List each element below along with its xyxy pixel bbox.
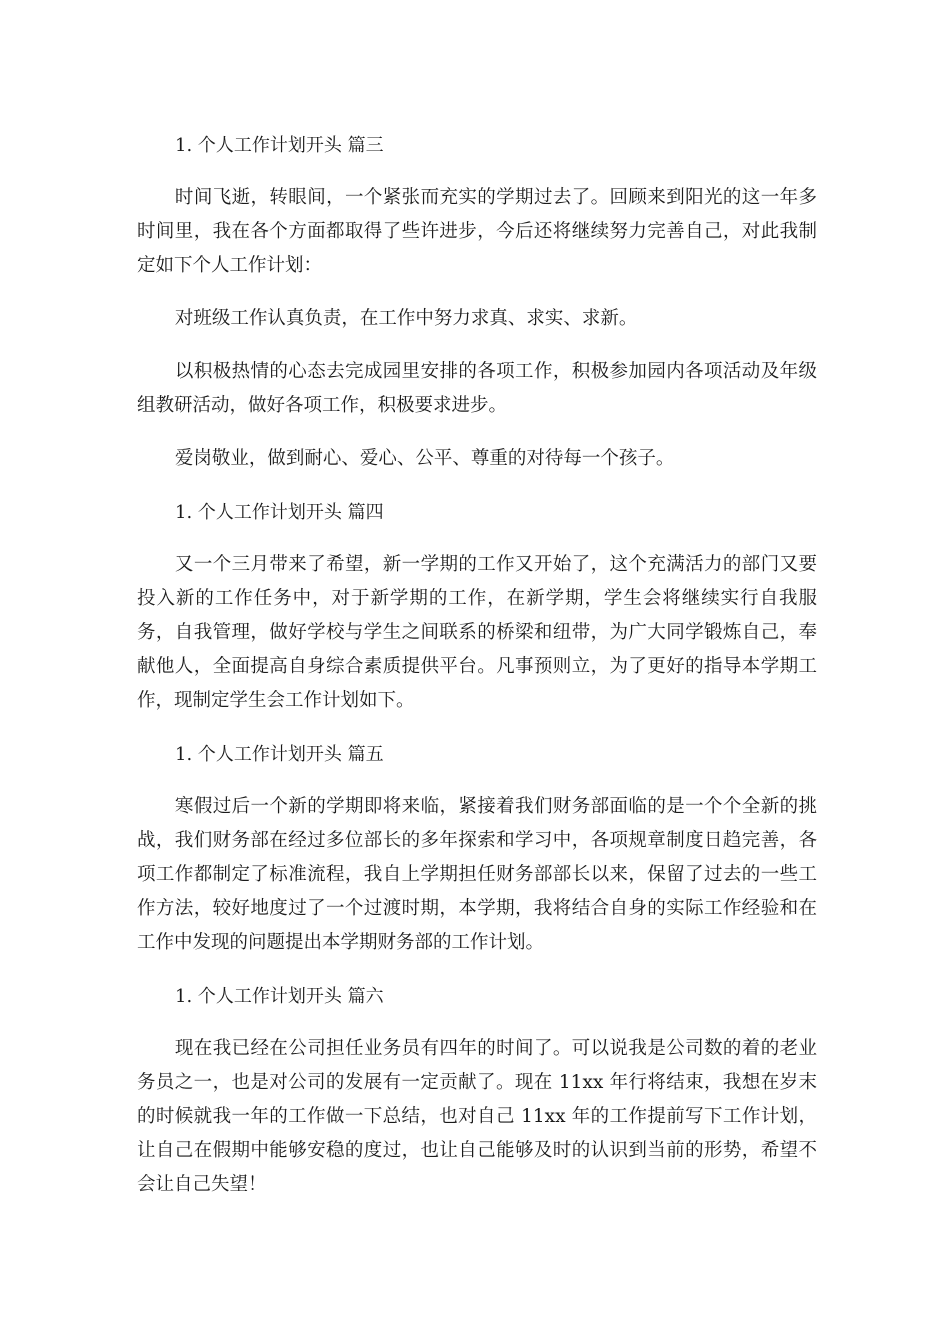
paragraph: 爱岗敬业，做到耐心、爱心、公平、尊重的对待每一个孩子。 [174,448,675,469]
paragraph: 时间飞逝，转眼间，一个紧张而充实的学期过去了。回顾来到阳光的这一年多时间里，我在各个方面都取得了些许进步，今后还将继续努力完善自己，对此我制定如下个人工作计划： [137,187,817,276]
section-heading: 1. 个人工作计划开头 篇三 [175,135,384,156]
paragraph: 寒假过后一个新的学期即将来临，紧接着我们财务部面临的是一个个全新的挑战，我们财务部在经过多位部长的多年探索和学习中，各项规章制度日趋完善，各项工作都制定了标准流程，我自上学期担任财务部部长以来，保留了过去的一些工作方法，较好地度过了一个过渡时期，本学期，我将结合自身的实际工作经验和在工作中发现的问题提出本学期财务部的工作计划。 [137,796,817,953]
section-heading: 1. 个人工作计划开头 篇六 [175,986,384,1007]
paragraph: 对班级工作认真负责，在工作中努力求真、求实、求新。 [174,308,638,329]
document-body [137,129,817,1202]
paragraph: 又一个三月带来了希望，新一学期的工作又开始了，这个充满活力的部门又要投入新的工作任务中，对于新学期的工作，在新学期，学生会将继续实行自我服务，自我管理，做好学校与学生之间联系的桥梁和纽带，为广大同学锻炼自己，奉献他人，全面提高自身综合素质提供平台。凡事预则立，为了更好的指导本学期工作，现制定学生会工作计划如下。 [137,554,817,711]
section-heading: 1. 个人工作计划开头 篇五 [175,744,384,765]
paragraph: 以积极热情的心态去完成园里安排的各项工作，积极参加园内各项活动及年级组教研活动，做好各项工作，积极要求进步。 [137,361,817,416]
paragraph: 现在我已经在公司担任业务员有四年的时间了。可以说我是公司数的着的老业务员之一，也是对公司的发展有一定贡献了。现在 11xx 年行将结束，我想在岁末的时候就我一年的工作做一下总结，也对自己 11xx 年的工作提前写下工作计划，让自己在假期中能够安稳的度过，也让自己能够及时的认识到当前的形势，希望不会让自己失望！ [137,1038,817,1195]
section-heading: 1. 个人工作计划开头 篇四 [175,502,384,523]
